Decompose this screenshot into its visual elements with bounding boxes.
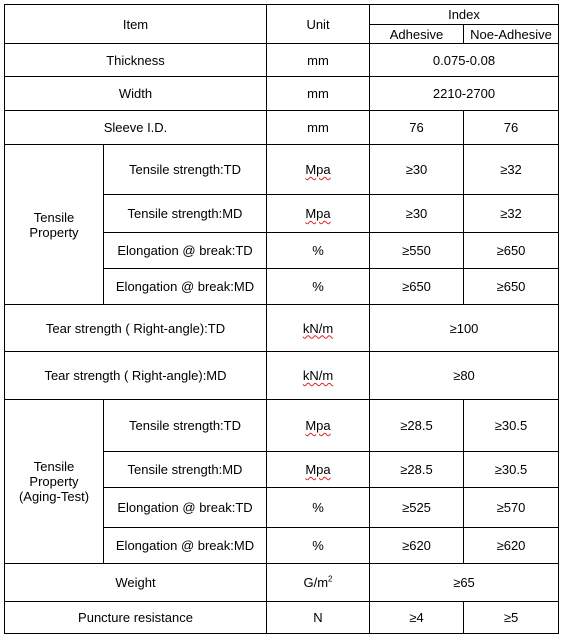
- aging-non-adhesive: ≥30.5: [464, 452, 559, 488]
- sleeve-adhesive: 76: [370, 111, 464, 145]
- tensile-unit-text: Mpa: [305, 162, 331, 177]
- width-unit: mm: [267, 77, 370, 111]
- tensile-unit: [267, 195, 370, 233]
- tensile-adhesive: ≥650: [370, 269, 464, 305]
- thickness-unit: mm: [267, 44, 370, 77]
- spec-table-container: [4, 4, 559, 634]
- tensile-non-adhesive: ≥650: [464, 269, 559, 305]
- puncture-unit: N: [267, 602, 370, 634]
- aging-adhesive: ≥620: [370, 528, 464, 564]
- tensile-group-label: Tensile Property: [5, 145, 104, 305]
- tensile-adhesive: ≥30: [370, 145, 464, 195]
- tear-md-label: Tear strength ( Right-angle):MD: [5, 352, 267, 400]
- sleeve-unit: mm: [267, 111, 370, 145]
- header-index: Index: [370, 5, 559, 25]
- width-label: Width: [5, 77, 267, 111]
- weight-unit: [267, 564, 370, 602]
- weight-label: Weight: [5, 564, 267, 602]
- header-unit: Unit: [267, 5, 370, 44]
- tear-td-label: Tear strength ( Right-angle):TD: [5, 305, 267, 352]
- sleeve-label: Sleeve I.D.: [5, 111, 267, 145]
- aging-non-adhesive: ≥30.5: [464, 400, 559, 452]
- tensile-label: Elongation @ break:TD: [104, 233, 267, 269]
- puncture-adhesive: ≥4: [370, 602, 464, 634]
- aging-unit-text: Mpa: [305, 418, 331, 433]
- width-value: 2210-2700: [370, 77, 559, 111]
- header-item: Item: [5, 5, 267, 44]
- header-non-adhesive: Noe-Adhesive: [464, 25, 559, 44]
- tensile-label: Tensile strength:TD: [104, 145, 267, 195]
- aging-unit: %: [267, 488, 370, 528]
- aging-label: Tensile strength:TD: [104, 400, 267, 452]
- aging-unit: %: [267, 528, 370, 564]
- thickness-label: Thickness: [5, 44, 267, 77]
- aging-unit-text: Mpa: [305, 462, 331, 477]
- aging-group-label: Tensile Property (Aging-Test): [5, 400, 104, 564]
- sleeve-non-adhesive: 76: [464, 111, 559, 145]
- tear-td-value: ≥100: [370, 305, 559, 352]
- tensile-adhesive: ≥550: [370, 233, 464, 269]
- tensile-unit: %: [267, 233, 370, 269]
- aging-non-adhesive: ≥570: [464, 488, 559, 528]
- tear-md-unit: [267, 352, 370, 400]
- header-adhesive: Adhesive: [370, 25, 464, 44]
- aging-adhesive: ≥525: [370, 488, 464, 528]
- thickness-value: 0.075-0.08: [370, 44, 559, 77]
- aging-unit: [267, 400, 370, 452]
- tensile-non-adhesive: ≥32: [464, 145, 559, 195]
- puncture-non-adhesive: ≥5: [464, 602, 559, 634]
- tensile-unit: %: [267, 269, 370, 305]
- aging-label: Elongation @ break:TD: [104, 488, 267, 528]
- tear-md-value: ≥80: [370, 352, 559, 400]
- tensile-unit-text: Mpa: [305, 206, 331, 221]
- tear-td-unit-text: kN/m: [302, 320, 334, 336]
- puncture-label: Puncture resistance: [5, 602, 267, 634]
- aging-non-adhesive: ≥620: [464, 528, 559, 564]
- tensile-adhesive: ≥30: [370, 195, 464, 233]
- weight-value: ≥65: [370, 564, 559, 602]
- aging-adhesive: ≥28.5: [370, 400, 464, 452]
- tensile-non-adhesive: ≥32: [464, 195, 559, 233]
- tensile-unit: [267, 145, 370, 195]
- weight-unit-sup: 2: [328, 574, 333, 584]
- tear-md-unit-text: kN/m: [302, 368, 334, 383]
- aging-adhesive: ≥28.5: [370, 452, 464, 488]
- tensile-non-adhesive: ≥650: [464, 233, 559, 269]
- aging-unit: [267, 452, 370, 488]
- spec-table: [4, 4, 559, 634]
- tensile-label: Tensile strength:MD: [104, 195, 267, 233]
- aging-label: Tensile strength:MD: [104, 452, 267, 488]
- tear-td-unit: [267, 305, 370, 352]
- weight-unit-base: G/m: [303, 575, 329, 590]
- aging-label: Elongation @ break:MD: [104, 528, 267, 564]
- tensile-label: Elongation @ break:MD: [104, 269, 267, 305]
